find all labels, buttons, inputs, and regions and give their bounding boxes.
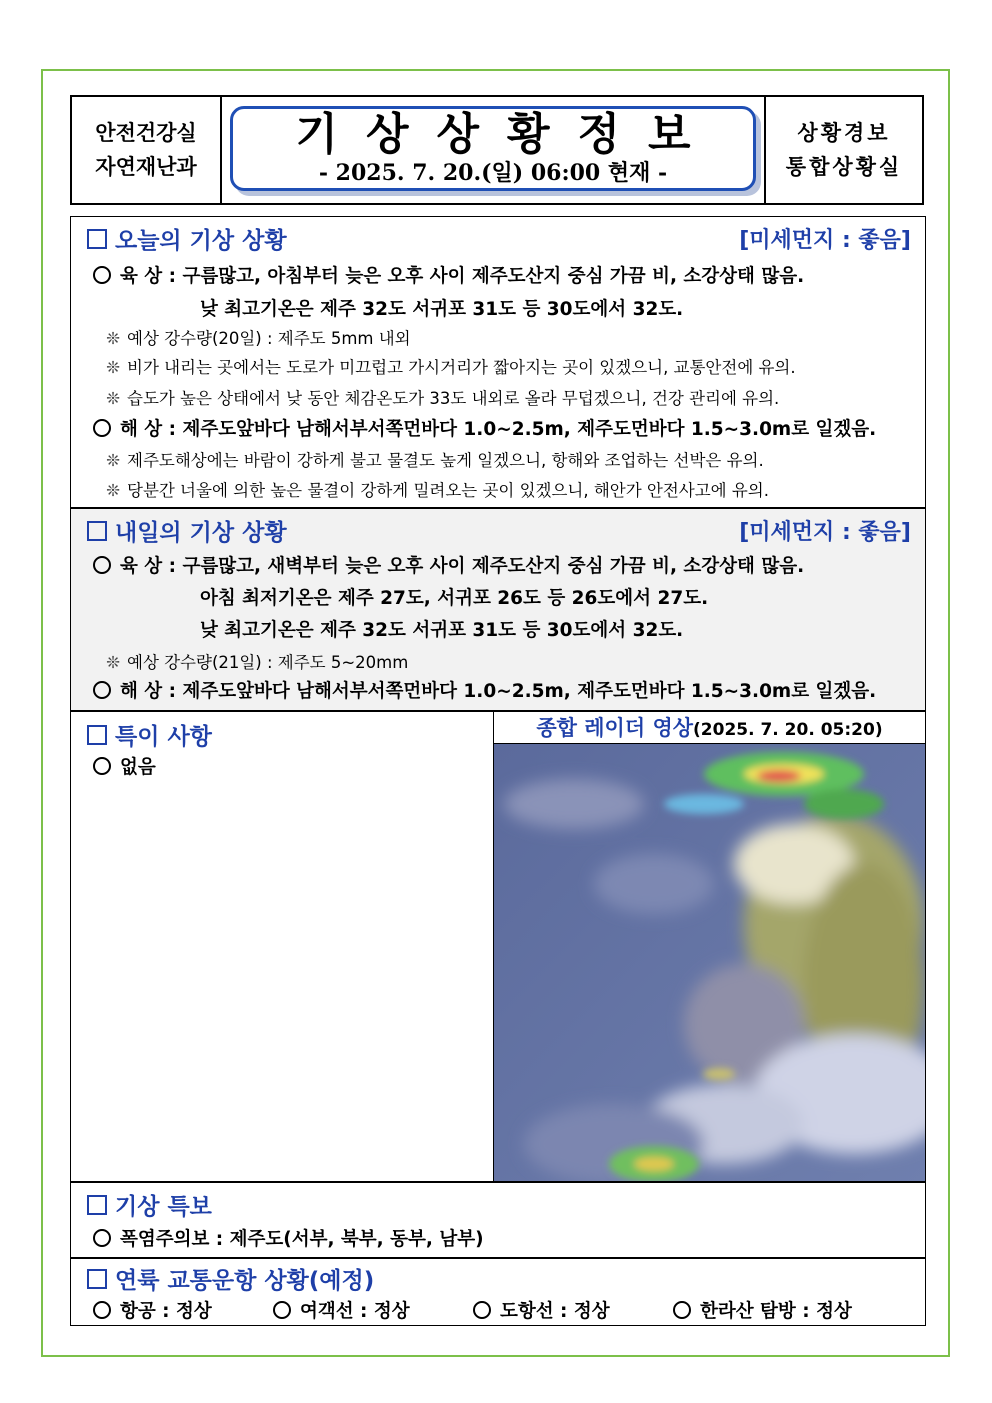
checkbox-icon (87, 229, 107, 249)
circle-icon (93, 681, 111, 699)
tomorrow-land-line2: 아침 최저기온은 제주 27도, 서귀포 26도 등 26도에서 27도. (200, 588, 709, 609)
today-sea: 해 상 : 제주도앞바다 남해서부서쪽먼바다 1.0~2.5m, 제주도먼바다 1.5~3.0m로 일겠음. (93, 415, 876, 441)
checkbox-icon (87, 725, 107, 745)
asterisk-icon: ❊ (106, 389, 120, 408)
today-note-sea: ❊ 제주도해상에는 바람이 강하게 불고 물결도 높게 일겠으니, 항해와 조업하는 선박은 유의. (99, 447, 764, 471)
header (70, 95, 924, 205)
asterisk-icon: ❊ (106, 329, 120, 348)
special-title: 특이 사항 (87, 718, 212, 751)
asterisk-icon: ❊ (106, 481, 120, 500)
warning-section (70, 1182, 926, 1258)
radar-timestamp: (2025. 7. 20. 05:20) (693, 720, 883, 740)
page-title: 기상상황정보 (295, 108, 719, 160)
asterisk-icon: ❊ (106, 451, 120, 470)
asterisk-icon: ❊ (106, 358, 120, 377)
tomorrow-dust: [미세먼지 : 좋음] (739, 520, 911, 545)
tomorrow-sea: 해 상 : 제주도앞바다 남해서부서쪽먼바다 1.0~2.5m, 제주도먼바다 1.5~3.0m로 일겠음. (93, 677, 876, 703)
warning-title: 기상 특보 (87, 1188, 212, 1221)
circle-icon (93, 266, 111, 284)
tomorrow-note-rain: ❊ 예상 강수량(21일) : 제주도 5~20mm (99, 649, 408, 673)
special-section (70, 711, 494, 1182)
today-land-line2: 낮 최고기온은 제주 32도 서귀포 31도 등 30도에서 32도. (200, 299, 684, 320)
traffic-section (70, 1258, 926, 1326)
circle-icon (473, 1301, 491, 1319)
circle-icon (93, 419, 111, 437)
traffic-title: 연륙 교통운항 상황(예정) (87, 1262, 374, 1295)
today-title: 오늘의 기상 상황 (87, 222, 287, 255)
today-note-swell: ❊ 당분간 너울에 의한 높은 물결이 강하게 밀려오는 곳이 있겠으니, 해안가 안전사고에 유의. (99, 477, 769, 501)
report-date: - 2025. 7. 20.(일) 06:00 현재 - (318, 159, 668, 186)
department-left (72, 97, 220, 203)
circle-icon (273, 1301, 291, 1319)
asterisk-icon: ❊ (106, 653, 120, 672)
traffic-hallasan: 한라산 탐방 : 정상 (673, 1297, 852, 1323)
special-item: 없음 (93, 753, 156, 779)
circle-icon (93, 757, 111, 775)
dept-right-line1: 상황경보 (797, 121, 891, 145)
title-box (230, 106, 756, 191)
radar-section (493, 711, 926, 1182)
radar-title: 종합 레이더 영상(2025. 7. 20. 05:20) (494, 712, 925, 744)
today-note-heat: ❊ 습도가 높은 상태에서 낮 동안 체감온도가 33도 내외로 올라 무덥겠으니, 건강 관리에 유의. (99, 385, 779, 409)
today-note-rain: ❊ 예상 강수량(20일) : 제주도 5mm 내외 (99, 325, 411, 349)
tomorrow-land-line3: 낮 최고기온은 제주 32도 서귀포 31도 등 30도에서 32도. (200, 620, 684, 641)
radar-image (494, 744, 925, 1181)
circle-icon (93, 556, 111, 574)
tomorrow-title: 내일의 기상 상황 (87, 514, 287, 547)
dept-left-line2: 자연재난과 (95, 155, 197, 179)
warning-item: 폭염주의보 : 제주도(서부, 북부, 동부, 남부) (93, 1225, 484, 1251)
department-right (766, 97, 922, 203)
traffic-air: 항공 : 정상 (93, 1297, 212, 1323)
today-land: 육 상 : 구름많고, 아침부터 늦은 오후 사이 제주도산지 중심 가끔 비, 소강상태 많음. (93, 262, 804, 288)
checkbox-icon (87, 1195, 107, 1215)
tomorrow-land: 육 상 : 구름많고, 새벽부터 늦은 오후 사이 제주도산지 중심 가끔 비, 소강상태 많음. (93, 552, 804, 578)
tomorrow-section (70, 508, 926, 711)
dept-left-line1: 안전건강실 (95, 121, 197, 145)
circle-icon (93, 1229, 111, 1247)
circle-icon (93, 1301, 111, 1319)
traffic-ferry: 여객선 : 정상 (273, 1297, 410, 1323)
today-note-road: ❊ 비가 내리는 곳에서는 도로가 미끄럽고 가시거리가 짧아지는 곳이 있겠으니, 교통안전에 유의. (99, 354, 796, 378)
checkbox-icon (87, 521, 107, 541)
today-section (70, 216, 926, 508)
circle-icon (673, 1301, 691, 1319)
checkbox-icon (87, 1269, 107, 1289)
dept-right-line2: 통합상황실 (785, 155, 903, 179)
today-dust: [미세먼지 : 좋음] (739, 228, 911, 253)
title-area (220, 97, 766, 203)
traffic-island-ferry: 도항선 : 정상 (473, 1297, 610, 1323)
